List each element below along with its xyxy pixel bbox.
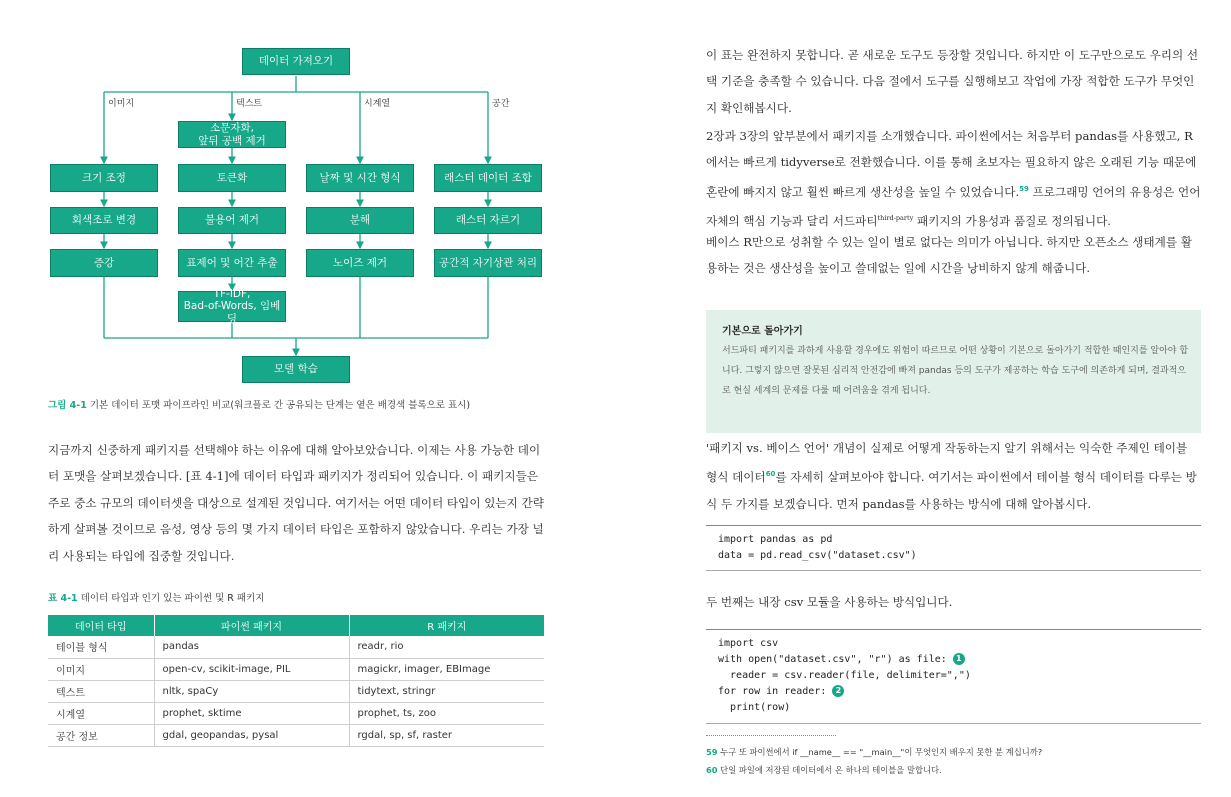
footnote-ref-60[interactable]: 60 [765,470,776,479]
code-line: import pandas as pd [718,534,833,545]
left-paragraph: 지금까지 신중하게 패키지를 선택해야 하는 이유에 대해 알아보았습니다. 이제는 사용 가능한 데이터 포맷을 살펴보겠습니다. [표 4-1]에 데이터 타입과 패키지가 정리되어 있습니다. 이 패키지들은 주로 중소 규모의 데이터셋을 대상으로 설계된 것입니다. 여기서는 어떤 데이터 타입이 있는지 간략하게 살펴볼 것이므로 음성, 영상 등의 몇 가지 데이터 타입은 포함하지 않았습니다. 우리는 가장 널리 사용되는 타입에 집중할 것입니다. [48,443,544,563]
header-data-type: 데이터 타입 [48,615,154,636]
node-augment: 증강 [50,249,158,277]
callout-1-icon: 1 [953,653,965,665]
cell-type: 이미지 [48,658,154,680]
code-line [718,668,1201,684]
cell-r: prophet, ts, zoo [349,703,544,725]
table-caption-label: 표 4-1 [48,593,78,604]
cell-python: nltk, spaCy [154,680,349,702]
tip-title: 기본으로 돌아가기 [722,326,803,337]
figure-caption-label: 그림 4-1 [48,400,87,411]
tip-body: 서드파티 패키지를 과하게 사용할 경우에도 위험이 따르므로 어떤 상황이 기본으로 돌아가기 적합한 때인지를 알아야 합니다. 그렇지 않으면 잘못된 심리적 안전감에 빠져 pandas 등의 도구가 제공하는 학습 도구에 의존하게 되며, 결과적으로 현실 세계의 문제를 다룰 때 어려움을 겪게 됩니다. [722,346,1189,396]
footnote-59 [706,746,1042,758]
cell-python: open-cv, scikit-image, PIL [154,658,349,680]
code-line [718,636,1201,652]
table-row [48,658,544,680]
right-paragraph-3: 베이스 R만으로 성취할 수 있는 일이 별로 없다는 의미가 아닙니다. 하지만 오픈소스 생태계를 활용하는 것은 생산성을 높이고 쓸데없는 일에 시간을 낭비하지 않게 해줍니다. [706,235,1192,276]
right-paragraph-1: 이 표는 완전하지 못합니다. 곧 새로운 도구도 등장할 것입니다. 하지만 이 도구만으로도 우리의 선택 기준을 충족할 수 있습니다. 다음 절에서 도구를 실행해보고 작업에 가장 적합한 도구가 무엇인지 확인해봅시다. [706,48,1199,115]
code-text: reader = csv.reader(file, delimiter=",") [718,670,971,681]
code-text: import csv [718,638,779,649]
footnote-ref-59[interactable]: 59 [1019,184,1029,193]
footnote-number: 60 [706,765,718,775]
node-decompose: 분해 [306,207,414,234]
callout-2-icon: 2 [832,685,844,697]
code-line [718,700,1201,716]
header-python: 파이썬 패키지 [154,615,349,636]
cell-type: 시계열 [48,703,154,725]
table-caption [48,590,264,604]
figure-caption [48,397,470,411]
right-paragraph-2 [706,123,1202,234]
package-table [48,615,544,747]
node-raster-crop: 래스터 자르기 [434,207,542,234]
table-row [48,680,544,702]
cell-r: rgdal, sp, sf, raster [349,725,544,747]
code-text: with open("dataset.csv", "r") as file: [718,654,953,665]
cell-type: 공간 정보 [48,725,154,747]
p2-superscript: third-party [877,214,914,223]
node-resize: 크기 조정 [50,164,158,192]
node-datetime-format: 날짜 및 시간 형식 [306,164,414,192]
node-stopwords: 불용어 제거 [178,207,286,234]
table-row [48,636,544,658]
node-import-data: 데이터 가져오기 [242,48,350,75]
node-grayscale: 회색조로 변경 [50,207,158,234]
right-paragraph-4 [706,435,1202,517]
p4-text-b: 를 자세히 살펴보아야 합니다. 여기서는 파이썬에서 테이블 형식 데이터를 다루는 방식 두 가지를 보겠습니다. 먼저 pandas를 사용하는 방식에 대해 알아봅시다. [706,470,1197,511]
footnote-text: 단일 파일에 저장된 데이터에서 온 하나의 테이블을 말합니다. [717,765,942,775]
footnote-divider [706,735,836,736]
code-text: print(row) [718,702,791,713]
cell-python: pandas [154,636,349,658]
cell-python: gdal, geopandas, pysal [154,725,349,747]
branch-label-text: 텍스트 [236,99,263,109]
code-line [718,652,1201,668]
code-line: data = pd.read_csv("dataset.csv") [718,550,917,561]
cell-python: prophet, sktime [154,703,349,725]
cell-type: 텍스트 [48,680,154,702]
node-lemmatize-stem: 표제어 및 어간 추출 [178,249,286,277]
table-row [48,725,544,747]
table-caption-text: 데이터 타입과 인기 있는 파이썬 및 R 패키지 [77,593,265,604]
code-block-pandas [706,525,1201,571]
p2-text-b: 프로그래밍 언어의 유용성은 언어 자체의 핵심 기능과 달리 서드파티 [706,184,1201,228]
p2-text-a: 2장과 3장의 앞부분에서 패키지를 소개했습니다. 파이썬에서는 처음부터 pandas를 사용했고, R에서는 빠르게 tidyverse로 전환했습니다. 이를 통해 초보자는 필요하지 않은 오래된 기능 때문에 혼란에 빠지지 않고 훨씬 빠르게 생산성을 높일 수 있었습니다. [706,129,1197,199]
footnote-text: 누구 또 파이썬에서 if __name__ == "__main__"이 무엇인지 배우지 못한 분 계십니까? [717,747,1043,757]
node-tokenize: 토큰화 [178,164,286,192]
node-spatial-autocorrelation: 공간적 자기상관 처리 [434,249,542,277]
node-raster-combine: 래스터 데이터 조합 [434,164,542,192]
cell-r: tidytext, stringr [349,680,544,702]
code-block-csv [706,629,1201,724]
node-tfidf-embedding: TF-IDF, Bad-of-Words, 임베딩 [178,291,286,322]
table-header-row [48,615,544,636]
p4-text-a: '패키지 vs. 베이스 언어' 개념이 실제로 어떻게 작동하는지 알기 위해서는 익숙한 주제인 테이블 형식 데이터 [706,441,1188,485]
footnote-60 [706,764,942,776]
table-row [48,703,544,725]
footnote-number: 59 [706,747,718,757]
cell-type: 테이블 형식 [48,636,154,658]
code-line [718,684,1201,700]
header-r: R 패키지 [349,615,544,636]
cell-r: magickr, imager, EBImage [349,658,544,680]
code-text: for row in reader: [718,686,833,697]
branch-label-spatial: 공간 [492,99,510,109]
node-model-training: 모델 학습 [242,356,350,383]
node-lowercase-strip: 소문자화, 앞뒤 공백 제거 [178,121,286,148]
right-paragraph-5: 두 번째는 내장 csv 모듈을 사용하는 방식입니다. [706,595,953,609]
p2-text-c: 패키지의 가용성과 품질로 정의됩니다. [913,213,1111,228]
branch-label-timeseries: 시계열 [364,99,391,109]
node-denoise: 노이즈 제거 [306,249,414,277]
branch-label-image: 이미지 [108,99,135,109]
cell-r: readr, rio [349,636,544,658]
figure-caption-text: 기본 데이터 포맷 파이프라인 비교(워크플로 간 공유되는 단계는 옅은 배경색 블록으로 표시) [86,400,471,411]
pipeline-diagram [0,0,620,390]
tip-box [706,310,1201,433]
